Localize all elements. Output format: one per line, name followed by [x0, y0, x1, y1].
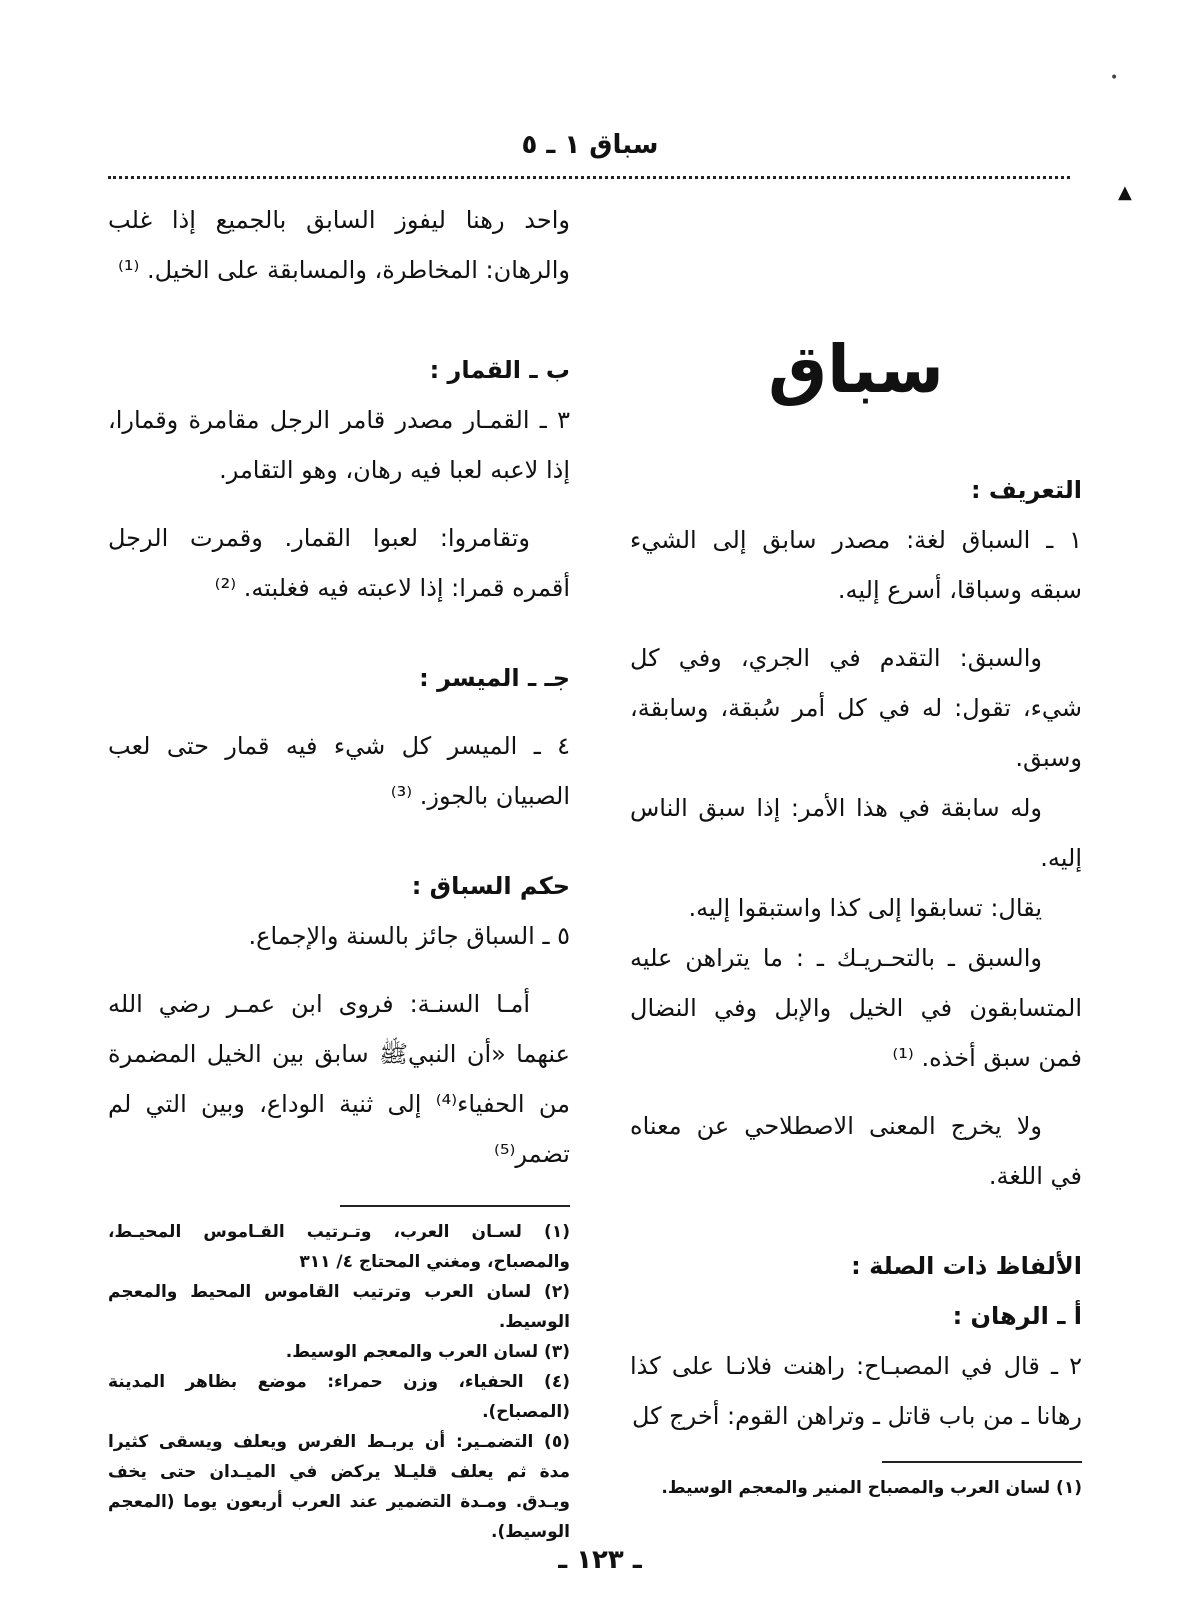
- related-terms-heading: الألفاظ ذات الصلة :: [851, 1252, 1082, 1280]
- paragraph-2: ٣ ـ القمـار مصدر قامر الرجل مقامرة وقمارا، إذا لاعبه لعبا فيه رهان، وهو التقامر.: [108, 406, 570, 484]
- paragraph-6: ولا يخرج المعنى الاصطلاحي عن معناه في اللغة.: [630, 1112, 1082, 1190]
- right-column: [630, 195, 1082, 1503]
- running-header: سباق ١ ـ ٥: [521, 130, 659, 160]
- definition-heading: التعريف :: [970, 476, 1082, 504]
- paragraph-1: ١ ـ السباق لغة: مصدر سابق إلى الشيء سبقه وسباقا، أسرع إليه.: [630, 526, 1082, 604]
- paragraph-3: وله سابقة في هذا الأمر: إذا سبق الناس إليه.: [630, 794, 1082, 872]
- entry-title: سباق: [768, 331, 944, 408]
- footnote: (٣) لسان العرب والمعجم الوسيط.: [285, 1342, 570, 1362]
- left-column: [108, 195, 570, 1547]
- ruling-heading: حكم السباق :: [411, 872, 570, 900]
- footnote: (٢) لسان العرب وترتيب القاموس المحيط والمعجم الوسيط.: [108, 1282, 570, 1332]
- paragraph-4: يقال: تسابقوا إلى كذا واستبقوا إليه.: [688, 894, 1042, 922]
- footnote: (١) لسان العرب والمصباح المنير والمعجم الوسيط.: [661, 1478, 1082, 1498]
- paragraph-4: ٤ ـ الميسر كل شيء فيه قمار حتى لعب الصبيان بالجوز. ⁽³⁾: [108, 732, 570, 810]
- paragraph-5: ٥ ـ السباق جائز بالسنة والإجماع.: [248, 922, 570, 950]
- paragraph-1: واحد رهنا ليفوز السابق بالجميع إذا غلب والرهان: المخاطرة، والمسابقة على الخيل. ⁽¹⁾: [108, 206, 570, 284]
- paragraph-2: والسبق: التقدم في الجري، وفي كل شيء، تقول: له في كل أمر سُبقة، وسابقة، وسبق.: [630, 644, 1082, 772]
- subheading-c: جـ ـ الميسر :: [419, 664, 570, 692]
- paragraph-3: وتقامروا: لعبوا القمار. وقمرت الرجل أقمره قمرا: إذا لاعبته فيه فغلبته. ⁽²⁾: [108, 524, 570, 602]
- footnote: (٤) الحفياء، وزن حمراء: موضع بظاهر المدينة (المصباح).: [108, 1372, 570, 1422]
- page-number: ـ ١٢٣ ـ: [558, 1545, 642, 1575]
- paragraph-7: ٢ ـ قال في المصبـاح: راهنت فلانـا على كذا رهانا ـ من باب قاتل ـ وتراهن القوم: أخرج كل: [630, 1352, 1082, 1430]
- subheading-a: أ ـ الرهان :: [952, 1302, 1082, 1330]
- paragraph-5: والسبق ـ بالتحـريـك ـ : ما يتراهن عليه المتسابقون في الخيل والإبل وفي النضال فمن سبق أخذه. ⁽¹⁾: [630, 944, 1082, 1072]
- scan-speck-mark: •: [1110, 70, 1119, 86]
- footnote: (١) لسـان العرب، وتـرتيب القـاموس المحيـط، والمصباح، ومغني المحتاج ٤/ ٣١١: [108, 1222, 570, 1272]
- paragraph-6: أمـا السنـة: فروى ابن عمـر رضي الله عنهما «أن النبيﷺ سابق بين الخيل المضمرة من الحفياء⁽⁴⁾ إلى ثنية الوداع، وبين التي لم تضمر⁽⁵⁾: [108, 990, 570, 1168]
- header-dotted-rule: [108, 176, 1070, 179]
- footnote: (٥) التضمـير: أن يربـط الفرس ويعلف ويسقى كثيرا مدة ثم يعلف قليـلا يركض في الميـدان حتى يخف ويـدق. ومـدة التضمير عند العرب أربعون يوما (المعجم الوسيط).: [108, 1432, 570, 1542]
- scan-speck-mark: ▲: [1118, 182, 1132, 203]
- subheading-b: ب ـ القمار :: [429, 356, 570, 384]
